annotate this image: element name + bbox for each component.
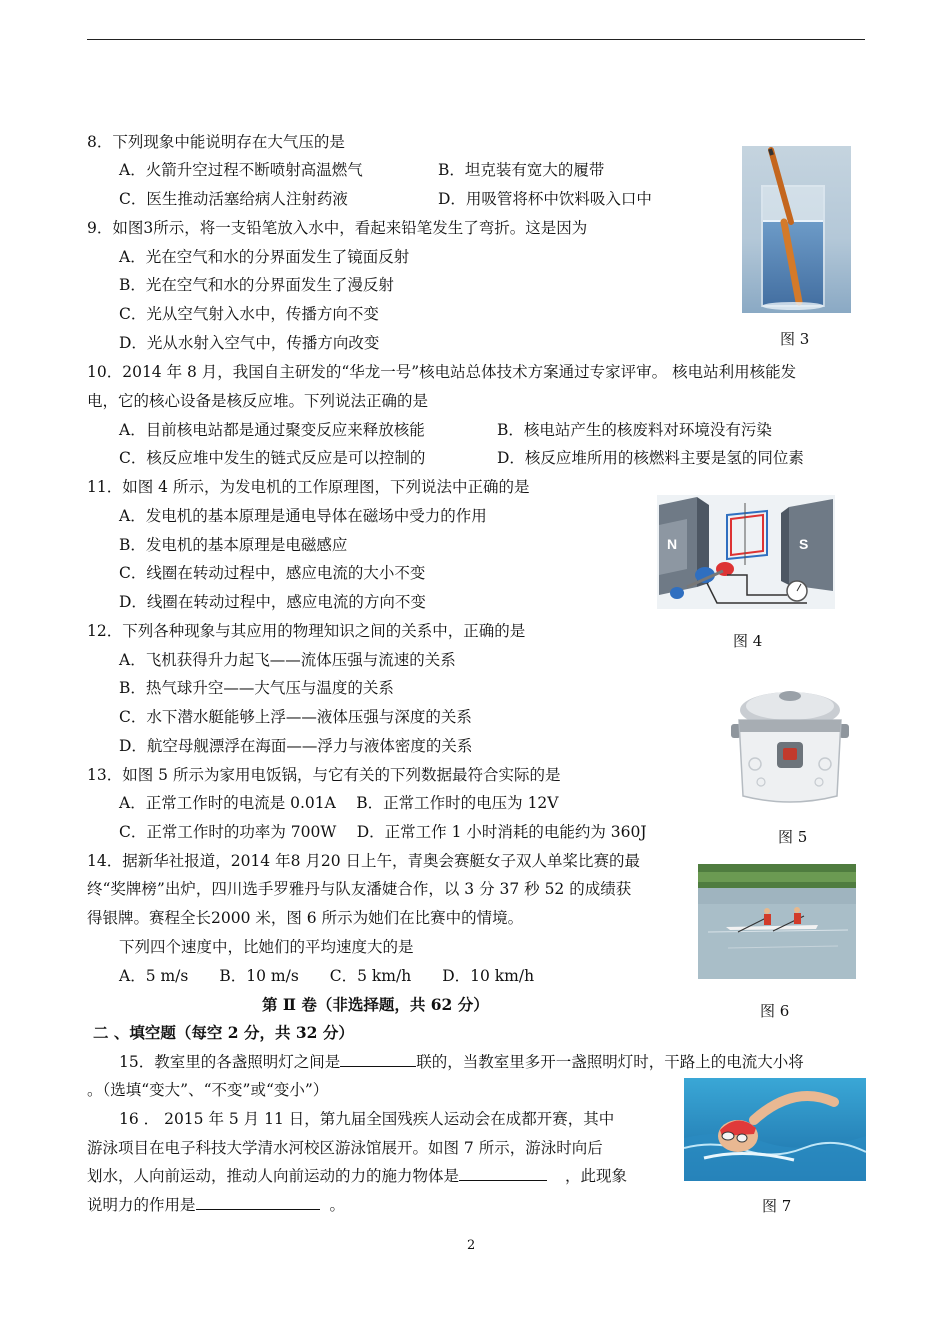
magnet-n-label: N [667, 536, 678, 552]
q9-option-a: A．光在空气和水的分界面发生了镜面反射 [119, 248, 410, 266]
q16-text-3a: 划水，人向前运动，推动人向前运动的力的施力物体是 [87, 1167, 460, 1185]
figure-5-caption: 图 5 [778, 828, 808, 846]
figure-6-rowing-photo [698, 864, 856, 979]
q11-stem: 11．如图 4 所示，为发电机的工作原理图，下列说法中正确的是 [87, 478, 530, 496]
q14-line1: 14．据新华社报道，2014 年8 月20 日上午，青奥会赛艇女子双人单桨比赛的最 [87, 852, 641, 870]
figure-3-caption: 图 3 [780, 330, 810, 348]
q14-line2: 终“奖牌榜”出炉，四川选手罗雅丹与队友潘婕合作，以 3 分 37 秒 52 的成绩获 [87, 880, 632, 898]
q8-option-a: A．火箭升空过程不断喷射高温燃气 [119, 161, 363, 179]
q9-stem: 9．如图3所示，将一支铅笔放入水中，看起来铅笔发生了弯折。这是因为 [87, 219, 588, 237]
q10-stem-line1: 10．2014 年 8 月，我国自主研发的“华龙一号”核电站总体技术方案通过专家评审。 核电站利用核能发 [87, 363, 797, 381]
figure-5-rice-cooker [727, 686, 853, 808]
q15-text-part2: 联的，当教室里多开一盏照明灯时，干路上的电流大小将 [416, 1053, 804, 1071]
q14-line3: 得银牌。赛程全长2000 米，图 6 所示为她们在比赛中的情境。 [87, 909, 524, 927]
figure-7-swimmer-photo [684, 1078, 866, 1181]
q15-blank-1[interactable] [340, 1052, 416, 1067]
magnet-s-label: S [799, 536, 809, 552]
q8-stem: 8．下列现象中能说明存在大气压的是 [87, 133, 345, 151]
q16-text-4a: 说明力的作用是 [87, 1196, 196, 1214]
q9-option-c: C．光从空气射入水中，传播方向不变 [119, 305, 379, 323]
figure-3-pencil-in-water [742, 146, 851, 313]
q16-text-4b: 。 [329, 1196, 346, 1214]
q14-line4: 下列四个速度中，比她们的平均速度大的是 [119, 938, 414, 956]
section2-heading: 二 、填空题（每空 2 分，共 32 分） [93, 1023, 354, 1042]
q8-option-c: C．医生推动活塞给病人注射药液 [119, 190, 348, 208]
q15-line2: 。（选填“变大”、“不变”或“变小”） [87, 1081, 329, 1099]
q15-line1 [119, 1052, 804, 1072]
q9-option-b: B．光在空气和水的分界面发生了漫反射 [119, 276, 394, 294]
figure-4-caption: 图 4 [733, 632, 763, 650]
q16-line3 [87, 1166, 627, 1186]
figure-7-caption: 图 7 [762, 1197, 792, 1215]
q10-option-d: D．核反应堆所用的核燃料主要是氢的同位素 [497, 449, 804, 467]
q11-option-d: D．线圈在转动过程中，感应电流的方向不变 [119, 593, 426, 611]
q16-blank-2[interactable] [196, 1195, 320, 1210]
q11-option-c: C．线圈在转动过程中，感应电流的大小不变 [119, 564, 426, 582]
q14-options: A．5 m/s B．10 m/s C．5 km/h D．10 km/h [119, 967, 535, 985]
q16-text-3b: ，此现象 [565, 1167, 628, 1185]
q13-options-cd: C．正常工作时的功率为 700W D．正常工作 1 小时消耗的电能约为 360J [119, 823, 647, 841]
q11-option-b: B．发电机的基本原理是电磁感应 [119, 536, 348, 554]
q12-option-a: A．飞机获得升力起飞——流体压强与流速的关系 [119, 651, 456, 669]
q9-option-d: D．光从水射入空气中，传播方向改变 [119, 334, 380, 352]
q15-text-part1: 15．教室里的各盏照明灯之间是 [119, 1053, 341, 1071]
q12-option-c: C．水下潜水艇能够上浮——液体压强与深度的关系 [119, 708, 472, 726]
q10-option-a: A．目前核电站都是通过聚变反应来释放核能 [119, 421, 425, 439]
q16-line2: 游泳项目在电子科技大学清水河校区游泳馆展开。如图 7 所示，游泳时向后 [87, 1139, 603, 1157]
figure-4-generator-diagram [657, 495, 835, 609]
q8-option-b: B．坦克装有宽大的履带 [438, 161, 605, 179]
q11-option-a: A．发电机的基本原理是通电导体在磁场中受力的作用 [119, 507, 487, 525]
q13-stem: 13．如图 5 所示为家用电饭锅，与它有关的下列数据最符合实际的是 [87, 766, 561, 784]
q10-option-c: C．核反应堆中发生的链式反应是可以控制的 [119, 449, 426, 467]
q16-line1: 16 ． 2015 年 5 月 11 日，第九届全国残疾人运动会在成都开赛，其中 [119, 1110, 615, 1128]
q8-option-d: D．用吸管将杯中饮料吸入口中 [438, 190, 652, 208]
q16-blank-1[interactable] [459, 1166, 547, 1181]
page-number: 2 [467, 1238, 476, 1253]
q12-stem: 12．下列各种现象与其应用的物理知识之间的关系中，正确的是 [87, 622, 526, 640]
figure-6-caption: 图 6 [760, 1002, 790, 1020]
header-rule [87, 39, 865, 40]
q10-stem-line2: 电，它的核心设备是核反应堆。下列说法正确的是 [87, 392, 429, 410]
q16-line4 [87, 1195, 345, 1215]
part2-title: 第 Ⅱ 卷（非选择题，共 62 分） [262, 995, 489, 1014]
q12-option-b: B．热气球升空——大气压与温度的关系 [119, 679, 394, 697]
q13-options-ab: A．正常工作时的电流是 0.01A B．正常工作时的电压为 12V [119, 794, 559, 812]
q10-option-b: B．核电站产生的核废料对环境没有污染 [497, 421, 772, 439]
q12-option-d: D．航空母舰漂浮在海面——浮力与液体密度的关系 [119, 737, 473, 755]
